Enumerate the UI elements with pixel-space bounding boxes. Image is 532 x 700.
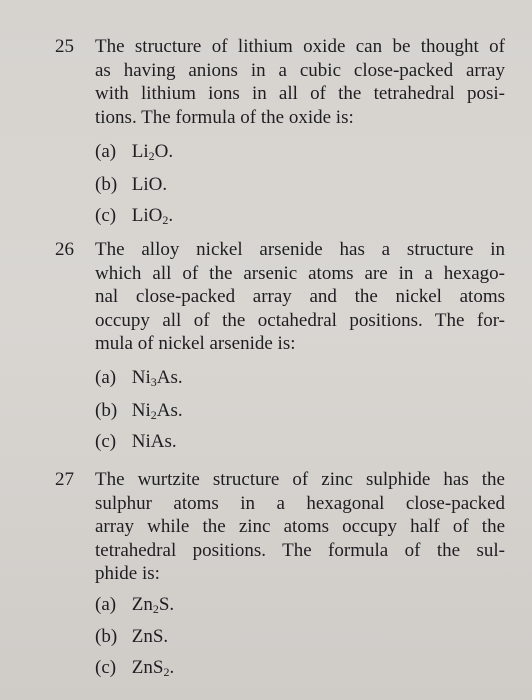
option-letter: (c) [95, 431, 117, 452]
stem-line: array while the zinc atoms occupy half of the [95, 516, 505, 538]
question-stem [95, 35, 505, 129]
answer-option-b [95, 173, 167, 197]
formula-subscript: 2 [148, 149, 155, 163]
option-formula: LiO. [131, 174, 168, 195]
stem-line: tetrahedral positions. The formula of the sul- [95, 539, 505, 561]
option-formula: ZnS. [131, 626, 169, 647]
stem-line: mula of nickel arsenide is: [95, 333, 296, 355]
answer-option-b [95, 625, 168, 649]
question-stem [95, 238, 505, 356]
option-formula: NiAs. [131, 431, 177, 452]
option-letter: (c) [95, 205, 117, 226]
question-stem [95, 468, 505, 586]
stem-line: The alloy nickel arsenide has a structure in [95, 239, 505, 260]
stem-line: with lithium ions in all of the tetrahedral posi- [95, 83, 505, 105]
stem-line: sulphur atoms in a hexagonal close-packed [95, 492, 505, 514]
formula-subscript: 2 [162, 213, 169, 227]
option-formula: $Ni_3As$. [131, 367, 183, 389]
answer-option-a [95, 593, 174, 617]
option-formula: $Ni_2As$. [131, 400, 183, 422]
option-letter: (c) [95, 657, 117, 678]
answer-option-c [95, 656, 174, 680]
formula-subscript: 2 [163, 665, 170, 679]
question-number: 26 [55, 239, 74, 260]
option-letter: (a) [95, 594, 117, 615]
answer-option-c [95, 430, 177, 454]
option-letter: (b) [95, 400, 118, 421]
stem-line: which all of the arsenic atoms are in a hexago- [95, 262, 505, 284]
option-formula: $Zn_2S$. [131, 594, 175, 616]
stem-line: The wurtzite structure of zinc sulphide has the [95, 469, 505, 490]
stem-line: tions. The formula of the oxide is: [95, 106, 354, 128]
stem-line: nal close-packed array and the nickel atoms [95, 286, 505, 308]
answer-option-b [95, 399, 183, 423]
stem-line: as having anions in a cubic close-packed array [95, 59, 505, 81]
stem-line: phide is: [95, 563, 160, 585]
option-formula: LiO$_2$. [131, 205, 174, 227]
option-letter: (b) [95, 174, 118, 195]
formula-subscript: 2 [152, 602, 159, 616]
stem-line: The structure of lithium oxide can be thought of [95, 36, 505, 57]
formula-subscript: 2 [150, 408, 157, 422]
answer-option-a [95, 366, 183, 390]
option-letter: (a) [95, 367, 117, 388]
question-number: 27 [55, 469, 74, 490]
option-letter: (a) [95, 141, 117, 162]
stem-line: occupy all of the octahedral positions. The for- [95, 309, 505, 331]
option-formula: ZnS$_2$. [131, 657, 175, 679]
formula-subscript: 3 [150, 375, 157, 389]
option-letter: (b) [95, 626, 118, 647]
answer-option-c [95, 204, 173, 228]
question-number: 25 [55, 36, 74, 57]
answer-option-a [95, 140, 173, 164]
option-formula: $Li_2O$. [131, 141, 174, 163]
